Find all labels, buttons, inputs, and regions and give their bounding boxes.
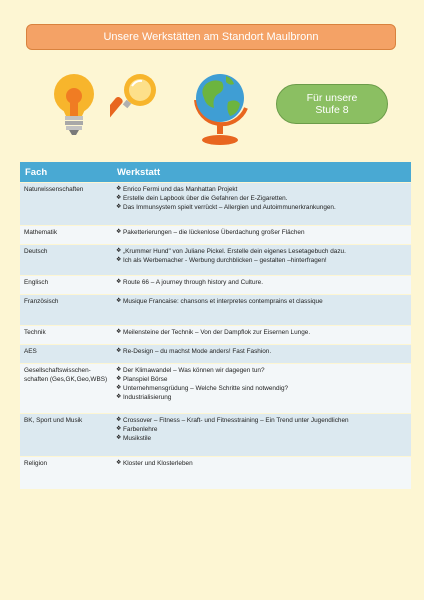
badge-line-1: Für unsere	[306, 92, 358, 104]
bullet-icon: ❖	[116, 426, 122, 432]
subject-cell: Deutsch	[20, 245, 112, 275]
subject-cell: Gesellschaftswisschen-schaften (Ges,GK,Geo,WBS)	[20, 364, 112, 413]
workshop-cell	[112, 226, 411, 244]
table-row	[20, 345, 411, 363]
magnifier-icon	[110, 72, 162, 130]
column-header-workshop: Werkstatt	[112, 162, 411, 182]
workshop-cell	[112, 245, 411, 275]
workshop-cell	[112, 276, 411, 294]
subject-cell: Mathematik	[20, 226, 112, 244]
bullet-icon: ❖	[116, 257, 122, 263]
workshop-item	[116, 256, 407, 265]
workshop-item	[116, 459, 407, 468]
bullet-icon: ❖	[116, 195, 122, 201]
bullet-icon: ❖	[116, 394, 122, 400]
table-row	[20, 414, 411, 456]
subject-cell: Technik	[20, 326, 112, 344]
workshop-item-text: Meilensteine der Technik – Von der Dampflok zur Eisernen Lunge.	[123, 329, 311, 336]
subject-cell: AES	[20, 345, 112, 363]
page-title-banner	[26, 24, 396, 50]
bullet-icon: ❖	[116, 298, 122, 304]
workshop-item-text: Route 66 – A journey through history and Culture.	[123, 279, 263, 286]
workshop-item	[116, 278, 407, 287]
table-row	[20, 245, 411, 275]
badge-line-2: Stufe 8	[315, 104, 349, 116]
bullet-icon: ❖	[116, 435, 122, 441]
workshop-item-text: Planspiel Börse	[123, 376, 168, 383]
workshop-item-text: Musikstile	[123, 435, 152, 442]
workshop-item-text: Musique Francaise: chansons et interpretes contemprains et classique	[123, 298, 323, 305]
workshop-item	[116, 393, 407, 402]
table-row	[20, 326, 411, 344]
bullet-icon: ❖	[116, 329, 122, 335]
page-title: Unsere Werkstätten am Standort Maulbronn	[103, 31, 319, 43]
workshop-cell	[112, 414, 411, 456]
workshop-cell	[112, 295, 411, 325]
table-body	[20, 183, 411, 489]
workshop-item-text: Industrialisierung	[123, 394, 172, 401]
bullet-icon: ❖	[116, 367, 122, 373]
bullet-icon: ❖	[116, 460, 122, 466]
subject-cell: Englisch	[20, 276, 112, 294]
subject-cell: BK, Sport und Musik	[20, 414, 112, 456]
workshop-cell	[112, 364, 411, 413]
table-row	[20, 457, 411, 489]
workshop-item-text: „Krummer Hund" von Juliane Pickel. Erstelle dein eigenes Lesetagebuch dazu.	[123, 248, 346, 255]
subject-cell: Naturwissenschaften	[20, 183, 112, 225]
bullet-icon: ❖	[116, 385, 122, 391]
workshop-item-text: Ich als Werbemacher - Werbung durchblicken – gestalten –hinterfragen!	[123, 257, 327, 264]
workshop-item	[116, 185, 407, 194]
workshop-item-text: Crossover – Fitness – Kraft- und Fitnesstraining – Ein Trend unter Jugendlichen	[123, 417, 349, 424]
bullet-icon: ❖	[116, 248, 122, 254]
workshop-item	[116, 366, 407, 375]
workshop-item	[116, 328, 407, 337]
workshop-cell	[112, 457, 411, 489]
table-row	[20, 364, 411, 413]
workshop-item	[116, 247, 407, 256]
table-row	[20, 183, 411, 225]
workshop-item	[116, 416, 407, 425]
workshop-item	[116, 434, 407, 443]
workshop-item	[116, 347, 407, 356]
workshop-item-text: Erstelle dein Lapbook über die Gefahren der E-Zigaretten.	[123, 195, 288, 202]
workshop-item	[116, 203, 407, 212]
workshop-table	[20, 161, 411, 490]
workshop-cell	[112, 345, 411, 363]
bullet-icon: ❖	[116, 279, 122, 285]
lightbulb-icon	[52, 72, 96, 138]
target-grade-badge	[276, 84, 388, 124]
subject-cell: Religion	[20, 457, 112, 489]
workshop-item	[116, 375, 407, 384]
workshop-item-text: Kloster und Klosterleben	[123, 460, 193, 467]
bullet-icon: ❖	[116, 348, 122, 354]
workshop-item-text: Farbenlehre	[123, 426, 158, 433]
workshop-item	[116, 228, 407, 237]
workshop-item-text: Das Immunsystem spielt verrückt – Allergien und Autoimmunerkrankungen.	[123, 204, 336, 211]
workshop-item	[116, 194, 407, 203]
table-row	[20, 276, 411, 294]
bullet-icon: ❖	[116, 417, 122, 423]
table-row	[20, 295, 411, 325]
workshop-item	[116, 384, 407, 393]
column-header-subject: Fach	[20, 162, 112, 182]
workshop-item-text: Der Klimawandel – Was können wir dagegen tun?	[123, 367, 265, 374]
bullet-icon: ❖	[116, 229, 122, 235]
workshop-item-text: Re-Design – du machst Mode anders! Fast Fashion.	[123, 348, 272, 355]
subject-cell: Französisch	[20, 295, 112, 325]
table-header-row	[20, 162, 411, 182]
workshop-item	[116, 297, 407, 306]
workshop-cell	[112, 326, 411, 344]
workshop-item	[116, 425, 407, 434]
workshop-cell	[112, 183, 411, 225]
bullet-icon: ❖	[116, 376, 122, 382]
table-row	[20, 226, 411, 244]
bullet-icon: ❖	[116, 204, 122, 210]
workshop-item-text: Enrico Fermi und das Manhattan Projekt	[123, 186, 238, 193]
globe-icon	[186, 64, 252, 148]
bullet-icon: ❖	[116, 186, 122, 192]
workshop-item-text: Unternehmensgrüdung – Welche Schritte sind notwendig?	[123, 385, 289, 392]
workshop-item-text: Paketterierungen – die lückenlose Überdachung großer Flächen	[123, 229, 305, 236]
